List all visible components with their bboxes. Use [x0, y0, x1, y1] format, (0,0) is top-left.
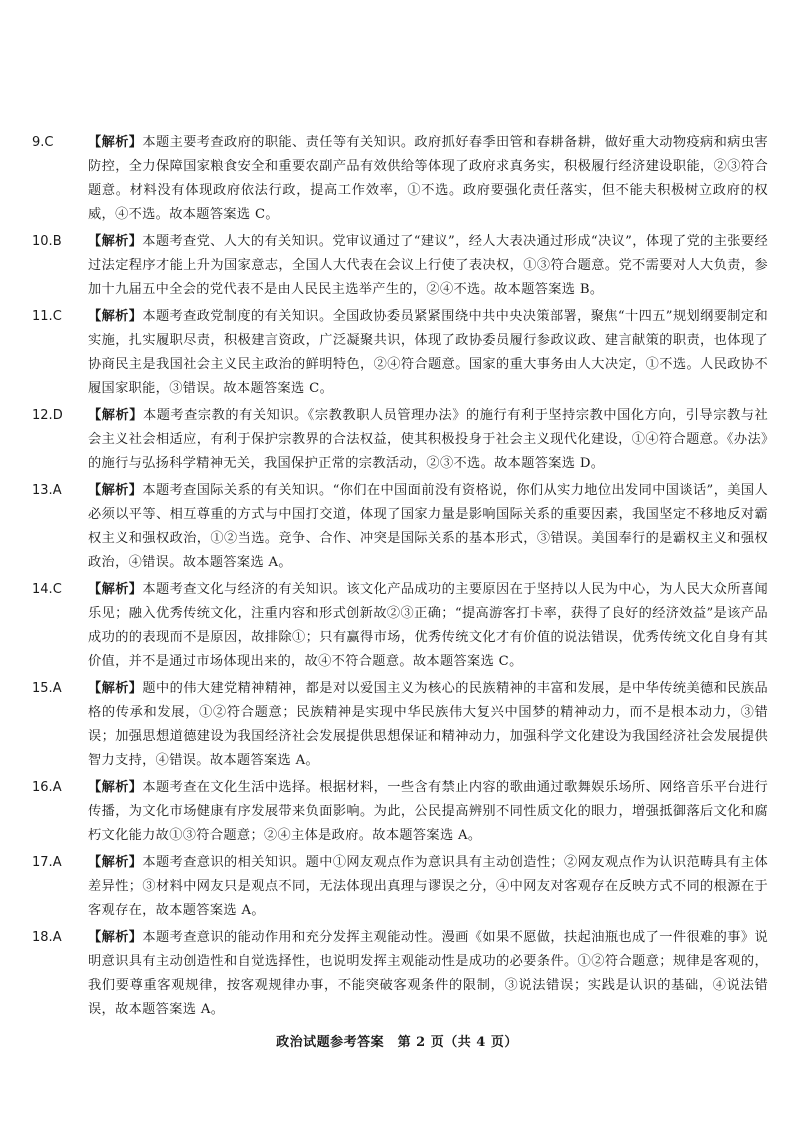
explanation-text [88, 404, 768, 476]
analysis-tag: 【解析】 [88, 135, 143, 150]
analysis-tag: 【解析】 [88, 681, 143, 696]
analysis-body: 本题考查意识的能动作用和充分发挥主观能动性。漫画《如果不愿做，扶起油瓶也成了一件很难的事》说明意识具有主动创造性和自觉选择性，也说明发挥主观能动性是成功的必要条件。①②符合题意；规律是客观的，我们要尊重客观规律，按客观规律办事，不能突破客观条件的限制，③说法错误；实践是认识的基础，④说法错误，故本题答案选 A。 [88, 930, 768, 1017]
analysis-body: 本题考查政党制度的有关知识。全国政协委员紧紧围绕中共中央决策部署，聚焦“十四五”规划纲要制定和实施，扎实履职尽责，积极建言资政，广泛凝聚共识，体现了政协委员履行参政议政、建言献策的职责，也体现了协商民主是我国社会主义民主政治的鲜明特色，②④符合题意。国家的重大事务由人大决定，①不选。人民政协不履国家职能，③错误。故本题答案选 C。 [88, 309, 768, 396]
question-number [32, 578, 88, 602]
analysis-body: 本题考查国际关系的有关知识。“你们在中国面前没有资格说，你们从实力地位出发同中国谈话”，美国人必须以平等、相互尊重的方式与中国打交道，体现了国家力量是影响国际关系的重要因素，我国坚定不移地反对霸权主义和强权政治，①②当选。竞争、合作、冲突是国际关系的基本形式，③错误。美国奉行的是霸权主义和强权政治，④错误。故本题答案选 A。 [88, 483, 768, 570]
analysis-tag: 【解析】 [88, 309, 143, 324]
analysis-tag: 【解析】 [88, 483, 143, 498]
explanation-text [88, 776, 768, 848]
explanation-text [88, 926, 768, 1022]
explanation-text [88, 230, 768, 302]
answer-entry-12 [32, 404, 768, 476]
question-answer: A [52, 483, 62, 498]
question-answer: C [44, 135, 54, 150]
explanation-text [88, 677, 768, 773]
answer-entry-16 [32, 776, 768, 848]
analysis-tag: 【解析】 [88, 582, 143, 597]
answer-entry-11 [32, 305, 768, 401]
analysis-body: 本题考查宗教的有关知识。《宗教教职人员管理办法》的施行有利于坚持宗教中国化方向，引导宗教与社会主义社会相适应，有利于保护宗教界的合法权益，使其积极投身于社会主义现代化建设，①④符合题意。《办法》的施行与弘扬科学精神无关，我国保护正常的宗教活动，②③不选。故本题答案选 D。 [88, 408, 768, 471]
question-num: 11. [32, 309, 53, 324]
question-number [32, 305, 88, 329]
question-num: 16. [32, 780, 53, 795]
answer-entry-9 [32, 131, 768, 227]
question-number [32, 776, 88, 800]
question-number [32, 926, 88, 950]
explanation-text [88, 131, 768, 227]
answer-entry-13 [32, 479, 768, 575]
question-answer: C [52, 582, 62, 597]
analysis-body: 本题考查在文化生活中选择。根据材料，一些含有禁止内容的歌曲通过歌舞娱乐场所、网络音乐平台进行传播，为文化市场健康有序发展带来负面影响。为此，公民提高辨别不同性质文化的眼力，增强抵御落后文化和腐朽文化能力故①③符合题意；②④主体是政府。故本题答案选 A。 [88, 780, 768, 843]
explanation-text [88, 479, 768, 575]
answer-entry-15 [32, 677, 768, 773]
analysis-tag: 【解析】 [88, 930, 143, 945]
analysis-tag: 【解析】 [88, 855, 143, 870]
question-answer: D [52, 408, 63, 423]
page-footer: 政治试题参考答案 第 2 页（共 4 页） [276, 1035, 518, 1050]
question-num: 12. [32, 408, 53, 423]
question-num: 9. [32, 135, 45, 150]
question-num: 10. [32, 234, 53, 249]
question-answer: A [52, 780, 62, 795]
question-num: 13. [32, 483, 53, 498]
question-number [32, 677, 88, 701]
question-answer: B [52, 234, 62, 249]
question-answer: A [52, 681, 62, 696]
analysis-tag: 【解析】 [88, 234, 143, 249]
explanation-text [88, 305, 768, 401]
analysis-body: 本题主要考查政府的职能、责任等有关知识。政府抓好春季田管和春耕备耕，做好重大动物疫病和病虫害防控，全力保障国家粮食安全和重要农副产品有效供给等体现了政府求真务实，积极履行经济建设职能，②③符合题意。材料没有体现政府依法行政，提高工作效率，①不选。政府要强化责任落实，但不能夫积极树立政府的权威，④不选。故本题答案选 C。 [88, 135, 768, 222]
answer-entry-14 [32, 578, 768, 674]
explanation-text [88, 578, 768, 674]
question-answer: A [52, 855, 62, 870]
question-number [32, 131, 88, 155]
question-number [32, 479, 88, 503]
question-answer: A [52, 930, 62, 945]
analysis-body: 本题考查意识的相关知识。题中①网友观点作为意识具有主动创造性；②网友观点作为认识范畴具有主体差异性；③材料中网友只是观点不同，无法体现出真理与谬误之分，④中网友对客观存在反映方式不同的根源在于客观存在，故本题答案选 A。 [88, 855, 768, 918]
explanation-text [88, 851, 768, 923]
question-number [32, 230, 88, 254]
question-num: 14. [32, 582, 53, 597]
analysis-body: 本题考查文化与经济的有关知识。该文化产品成功的主要原因在于坚持以人民为中心，为人民大众所喜闻乐见；融入优秀传统文化，注重内容和形式创新故②③正确；“提高游客打卡率，获得了良好的经济效益”是该产品成功的的表现而不是原因，故排除①；只有赢得市场，优秀传统文化才有价值的说法错误，优秀传统文化自身有其价值，并不是通过市场体现出来的，故④不符合题意。故本题答案选 C。 [88, 582, 768, 669]
answer-entry-10 [32, 230, 768, 302]
question-num: 15. [32, 681, 53, 696]
analysis-tag: 【解析】 [88, 780, 143, 795]
answer-entry-17 [32, 851, 768, 923]
analysis-tag: 【解析】 [88, 408, 143, 423]
answer-entry-18 [32, 926, 768, 1022]
question-answer: C [52, 309, 62, 324]
question-num: 17. [32, 855, 53, 870]
analysis-body: 本题考查党、人大的有关知识。党审议通过了“建议”，经人大表决通过形成“决议”，体现了党的主张要经过法定程序才能上升为国家意志，全国人大代表在会议上行使了表决权，①③符合题意。党不需要对人大负责，参加十九届五中全会的党代表不是由人民民主选举产生的，②④不选。故本题答案选 B。 [88, 234, 768, 297]
question-number [32, 404, 88, 428]
question-num: 18. [32, 930, 53, 945]
analysis-body: 题中的伟大建党精神精神，都是对以爱国主义为核心的民族精神的丰富和发展，是中华传统美德和民族品格的传承和发展，①②符合题意；民族精神是实现中华民族伟大复兴中国梦的精神动力，而不是根本动力，③错误；加强思想道德建设为我国经济社会发展提供思想保证和精神动力，加强科学文化建设为我国经济社会发展提供智力支持，④错误。故本题答案选 A。 [88, 681, 768, 768]
answer-list [0, 131, 794, 1022]
question-number [32, 851, 88, 875]
